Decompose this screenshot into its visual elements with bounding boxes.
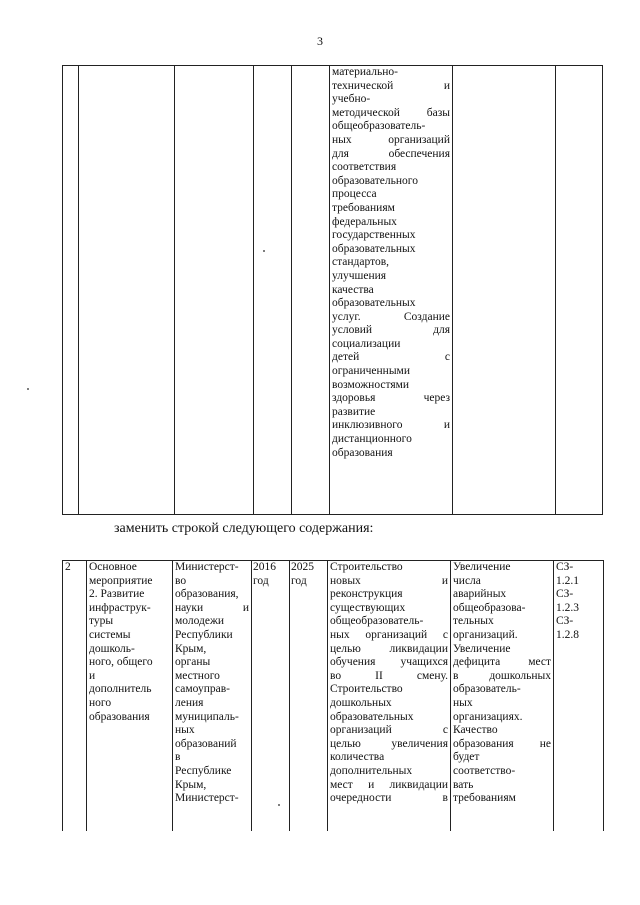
consequence-line: аварийных — [453, 588, 507, 601]
executor-line: Крым, — [175, 642, 207, 655]
content-line: качества — [332, 283, 374, 296]
executor-line: образования, — [175, 588, 239, 601]
content-line: требованиям — [332, 201, 395, 214]
content-line: количества — [330, 751, 385, 764]
event-line: инфраструк- — [89, 601, 151, 614]
top-content-text — [332, 66, 450, 460]
content-line: во II смену. — [330, 669, 448, 682]
content-line: инклюзивного и — [332, 419, 450, 432]
content-line: материально- — [332, 66, 398, 78]
content-line: стандартов, — [332, 256, 390, 269]
consequence-line: организациях. — [453, 710, 523, 723]
consequence-line: образователь- — [453, 683, 521, 696]
consequence-line: тельных — [453, 615, 494, 628]
top-table — [62, 65, 603, 515]
executor-line: образований — [175, 737, 237, 750]
event-line: дополнитель — [89, 683, 152, 696]
cell-consequences — [451, 561, 554, 832]
consequence-line: общеобразова- — [453, 601, 526, 614]
code-line: 1.2.8 — [556, 628, 579, 641]
content-line: соответствия — [332, 161, 397, 174]
code-line: СЗ- — [556, 588, 574, 601]
cell-executor — [173, 561, 252, 832]
executor-line: молодежи — [175, 615, 225, 628]
content-line: дошкольных — [330, 696, 392, 709]
page-number: 3 — [317, 34, 323, 48]
code-line: СЗ- — [556, 561, 574, 573]
content-line: здоровья через — [332, 392, 450, 405]
scan-speck — [278, 804, 280, 806]
scan-speck — [263, 250, 265, 252]
executor-text — [175, 561, 249, 806]
content-line: образования — [332, 446, 393, 459]
table-row — [63, 561, 604, 832]
event-line: туры — [89, 615, 114, 628]
replacement-caption: заменить строкой следующего содержания: — [114, 521, 374, 536]
content-line: технической и — [332, 79, 450, 92]
content-line: учебно- — [332, 93, 371, 106]
event-line: ного — [89, 696, 112, 709]
executor-line: муниципаль- — [175, 710, 239, 723]
content-line: очередности в — [330, 792, 448, 805]
executor-line: ных — [175, 724, 195, 737]
content-line: методической базы — [332, 106, 450, 119]
content-line: возможностями — [332, 378, 410, 391]
code-line: 1.2.1 — [556, 574, 579, 587]
content-line: общеобразователь- — [332, 120, 426, 133]
event-line: системы — [89, 628, 131, 641]
executor-line: во — [175, 574, 187, 587]
content-line: социализации — [332, 337, 401, 350]
cell-executor — [175, 66, 254, 515]
cell-content — [330, 66, 453, 515]
content-line: ных организаций с — [330, 628, 448, 641]
content-line: условий для — [332, 324, 450, 337]
end-year: 2025 год — [291, 561, 314, 587]
cell-end-year — [292, 66, 330, 515]
scan-speck — [27, 388, 29, 390]
event-line: образования — [89, 710, 150, 723]
cell-number — [63, 561, 87, 832]
content-line: обучения учащихся — [330, 656, 448, 669]
cell-consequences — [453, 66, 556, 515]
event-line: Основное — [89, 561, 137, 573]
executor-line: науки и — [175, 601, 249, 614]
consequence-line: числа — [453, 574, 481, 587]
consequence-line: вать — [453, 778, 474, 791]
row-number: 2 — [65, 561, 71, 573]
content-line: новых и — [330, 574, 448, 587]
cell-number — [63, 66, 79, 515]
executor-line: Республики — [175, 628, 233, 641]
content-line: ограниченными — [332, 365, 410, 378]
consequence-line: Увеличение — [453, 561, 511, 573]
content-line: ных организаций — [332, 133, 450, 146]
content-line: целью ликвидации — [330, 642, 448, 655]
content-line: общеобразователь- — [330, 615, 424, 628]
content-line: целью увеличения — [330, 737, 448, 750]
event-line: ного, общего — [89, 656, 153, 669]
consequence-line: дефицита мест — [453, 656, 551, 669]
consequence-line: соответство- — [453, 764, 516, 777]
executor-line: Крым, — [175, 778, 207, 791]
content-line: государственных — [332, 229, 416, 242]
content-line: улучшения — [332, 269, 387, 282]
content-line: существующих — [330, 601, 406, 614]
consequence-line: Качество — [453, 724, 498, 737]
cell-event — [79, 66, 175, 515]
content-line: детей с — [332, 351, 450, 364]
cell-start-year — [254, 66, 292, 515]
content-line: организаций с — [330, 724, 448, 737]
content-line: образовательных — [332, 297, 416, 310]
cell-content — [328, 561, 451, 832]
content-line: мест и ликвидации — [330, 778, 448, 791]
start-year: 2016 год — [253, 561, 276, 587]
consequence-line: в дошкольных — [453, 669, 551, 682]
content-line: Строительство — [330, 683, 403, 696]
content-line: образовательных — [332, 242, 416, 255]
consequence-line: ных — [453, 696, 473, 709]
cell-end-year — [290, 561, 328, 832]
code-line: 1.2.3 — [556, 601, 579, 614]
consequence-line: образования не — [453, 737, 551, 750]
consequence-line: Увеличение — [453, 642, 511, 655]
consequence-text — [453, 561, 551, 806]
content-line: образовательных — [330, 710, 414, 723]
content-text — [330, 561, 448, 806]
cell-event — [87, 561, 173, 832]
content-line: процесса — [332, 188, 377, 201]
content-line: дистанционного — [332, 433, 412, 446]
executor-line: Министерст- — [175, 792, 239, 805]
content-line: для обеспечения — [332, 147, 450, 160]
executor-line: Министерст- — [175, 561, 239, 573]
consequence-line: организаций. — [453, 628, 518, 641]
event-line: дошколь- — [89, 642, 135, 655]
cell-codes — [556, 66, 603, 515]
executor-line: ления — [175, 696, 204, 709]
consequence-line: требованиям — [453, 792, 516, 805]
content-line: Строительство — [330, 561, 403, 573]
content-line: дополнительных — [330, 764, 413, 777]
cell-codes — [554, 561, 604, 832]
cell-start-year — [252, 561, 290, 832]
content-line: федеральных — [332, 215, 397, 228]
event-line: мероприятие — [89, 574, 153, 587]
executor-line: самоуправ- — [175, 683, 230, 696]
replacement-table — [62, 560, 604, 831]
executor-line: органы — [175, 656, 211, 669]
event-line: и — [89, 669, 96, 682]
consequence-line: будет — [453, 751, 480, 764]
content-line: услуг. Создание — [332, 310, 450, 323]
event-text — [89, 561, 170, 724]
event-line: 2. Развитие — [89, 588, 145, 601]
executor-line: в — [175, 751, 181, 764]
executor-line: местного — [175, 669, 220, 682]
content-line: образовательного — [332, 174, 418, 187]
content-line: развитие — [332, 405, 376, 418]
executor-line: Республике — [175, 764, 232, 777]
code-line: СЗ- — [556, 615, 574, 628]
content-line: реконструкция — [330, 588, 403, 601]
codes-text — [556, 561, 601, 643]
